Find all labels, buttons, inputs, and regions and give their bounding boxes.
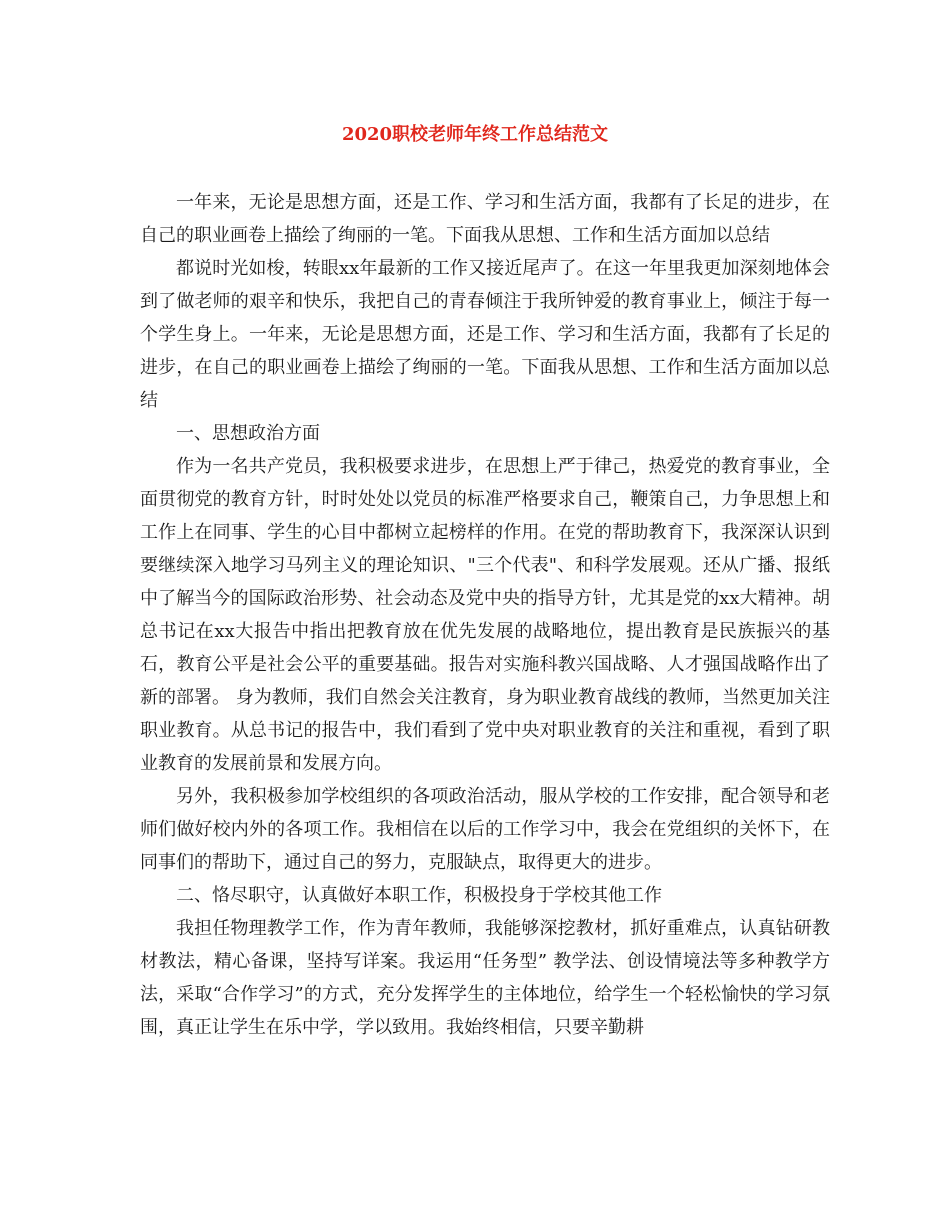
- section-heading-ideology: 一、思想政治方面: [176, 423, 320, 444]
- paragraph-overview: 都说时光如梭，转眼xx年最新的工作又接近尾声了。在这一年里我更加深刻地体会到了做老师的艰辛和快乐，我把自己的青春倾注于我所钟爱的教育事业上，倾注于每一个学生身上。一年来，无论是思想方面，还是工作、学习和生活方面，我都有了长足的进步，在自己的职业画卷上描绘了绚丽的一笔。下面我从思想、工作和生活方面加以总结: [140, 258, 830, 411]
- document-body: [140, 186, 830, 1044]
- paragraph-intro: 一年来，无论是思想方面，还是工作、学习和生活方面，我都有了长足的进步，在自己的职业画卷上描绘了绚丽的一笔。下面我从思想、工作和生活方面加以总结: [140, 192, 830, 246]
- paragraph-activities: 另外，我积极参加学校组织的各项政治活动，服从学校的工作安排，配合领导和老师们做好校内外的各项工作。我相信在以后的工作学习中，我会在党组织的关怀下，在同事们的帮助下，通过自己的努力，克服缺点，取得更大的进步。: [140, 786, 830, 873]
- document-title: 2020职校老师年终工作总结范文: [341, 124, 609, 145]
- section-heading-duties: 二、恪尽职守，认真做好本职工作，积极投身于学校其他工作: [176, 885, 662, 906]
- paragraph-ideology: 作为一名共产党员，我积极要求进步，在思想上严于律己，热爱党的教育事业，全面贯彻党的教育方针，时时处处以党员的标准严格要求自己，鞭策自己，力争思想上和工作上在同事、学生的心目中都树立起榜样的作用。在党的帮助教育下，我深深认识到要继续深入地学习马列主义的理论知识、"三个代表"、和科学发展观。还从广播、报纸中了解当今的国际政治形势、社会动态及党中央的指导方针，尤其是党的xx大精神。胡总书记在xx大报告中指出把教育放在优先发展的战略地位，提出教育是民族振兴的基石，教育公平是社会公平的重要基础。报告对实施科教兴国战略、人才强国战略作出了新的部署。 身为教师，我们自然会关注教育，身为职业教育战线的教师，当然更加关注职业教育。从总书记的报告中，我们看到了党中央对职业教育的关注和重视，看到了职业教育的发展前景和发展方向。: [140, 456, 830, 774]
- paragraph-teaching: 我担任物理教学工作，作为青年教师，我能够深挖教材，抓好重难点，认真钻研教材教法，精心备课，坚持写详案。我运用“任务型” 教学法、创设情境法等多种教学方法，采取“合作学习”的方式，充分发挥学生的主体地位，给学生一个轻松愉快的学习氛围，真正让学生在乐中学，学以致用。我始终相信，只要辛勤耕: [140, 918, 830, 1038]
